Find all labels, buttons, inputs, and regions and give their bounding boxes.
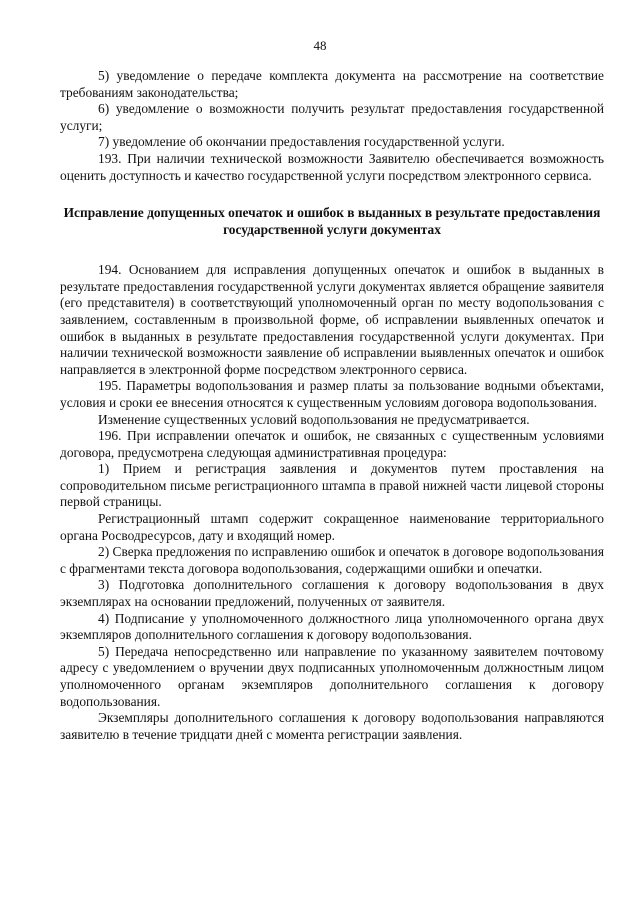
paragraph-step-3: 3) Подготовка дополнительного соглашения к договору водопользования в двух экземплярах на основании предложений, полученных от заявителя. [60,577,604,610]
section-heading: Исправление допущенных опечаток и ошибок в выданных в результате предоставления государственной услуги документах [63,205,601,238]
paragraph-step-1: 1) Прием и регистрация заявления и документов путем проставления на сопроводительном письме регистрационного штампа в правой нижней части лицевой стороны первой страницы. [60,461,604,510]
paragraph-notice-6: 6) уведомление о возможности получить результат предоставления государственной услуги; [60,101,604,133]
page-number: 48 [313,38,327,53]
paragraph-no-change: Изменение существенных условий водопользования не предусматривается. [98,411,530,427]
paragraph-step-4: 4) Подписание у уполномоченного должностного лица уполномоченного органа двух экземпляров дополнительного соглашения к договору водопользования. [60,610,604,643]
paragraph-196: 196. При исправлении опечаток и ошибок, не связанных с существенным условиями договора, предусмотрена следующая административная процедура: [60,428,604,460]
paragraph-step-5: 5) Передача непосредственно или направление по указанному заявителем почтовому адресу с уведомлением о вручении двух подписанных уполномоченным должностным лицом уполномоченного органам экземпляров дополнительного соглашения к договору водопользования. [60,643,604,709]
paragraph-copies: Экземпляры дополнительного соглашения к договору водопользования направляются заявителю в течение тридцати дней с момента регистрации заявления. [60,710,604,742]
paragraph-194: 194. Основанием для исправления допущенных опечаток и ошибок в выданных в результате предоставления государственной услуги документах является обращение заявителя (его представителя) в соответствующий уполномоченный орган по месту водопользования с заявлением, составленным в произвольной форме, об исправлении выявленных опечаток и ошибок в выданных в результате предоставления государственной услуги документах. При наличии технической возможности заявление об исправлении выявленных опечаток и ошибок направляется в электронной форме посредством электронного сервиса. [60,262,604,377]
paragraph-notice-5: 5) уведомление о передаче комплекта документа на рассмотрение на соответствие требованиям законодательства; [60,68,604,100]
paragraph-195: 195. Параметры водопользования и размер платы за пользование водными объектами, условия и сроки ее внесения относятся к существенным условиям договора водопользования. [60,378,604,410]
paragraph-stamp: Регистрационный штамп содержит сокращенное наименование территориального органа Росводресурсов, дату и входящий номер. [60,511,604,543]
paragraph-193: 193. При наличии технической возможности Заявителю обеспечивается возможность оценить доступность и качество государственной услуги посредством электронного сервиса. [60,150,604,183]
document-body [60,68,604,743]
paragraph-step-2: 2) Сверка предложения по исправлению ошибок и опечаток в договоре водопользования с фрагментами текста договора водопользования, содержащими ошибки и опечатки. [60,544,604,576]
paragraph-notice-7: 7) уведомление об окончании предоставления государственной услуги. [98,134,505,150]
